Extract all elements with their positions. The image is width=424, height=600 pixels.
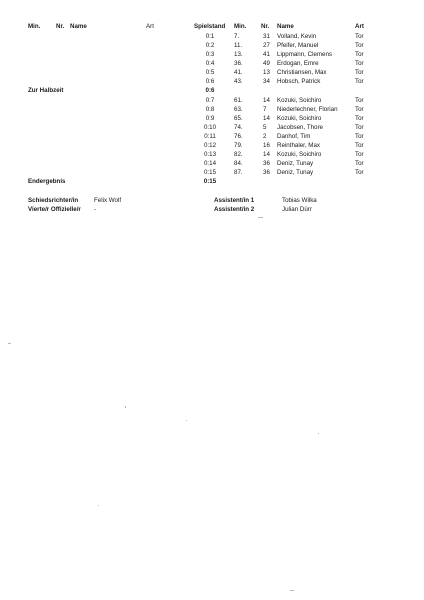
scan-speck <box>186 420 187 421</box>
goal-player-name: Deniz, Tunay <box>277 160 314 167</box>
goal-minute: 41. <box>234 69 243 76</box>
fourth-official-label: Vierte/r Offizielle/r <box>28 206 81 213</box>
header-name: Name <box>70 23 87 30</box>
scan-speck <box>258 217 263 218</box>
goal-player-name: Lippmann, Clemens <box>277 51 333 58</box>
header-min-2: Min. <box>234 23 247 30</box>
scan-speck <box>290 590 294 591</box>
goal-type: Tor <box>355 124 364 131</box>
goal-player-number: 14 <box>263 151 270 158</box>
goal-score: 0:10 <box>203 124 217 131</box>
goal-minute: 13. <box>234 51 243 58</box>
goal-type: Tor <box>355 69 364 76</box>
final-result-score: 0:15 <box>203 178 217 185</box>
goal-score: 0:5 <box>205 69 215 76</box>
goal-score: 0:1 <box>205 33 215 40</box>
goal-score: 0:7 <box>205 97 215 104</box>
halftime-score: 0:6 <box>205 87 215 94</box>
goal-type: Tor <box>355 78 364 85</box>
header-min: Min. <box>28 23 41 30</box>
goal-player-name: Kozuki, Soichiro <box>277 115 322 122</box>
goal-minute: 63. <box>234 106 243 113</box>
fourth-official-name: - <box>94 206 97 213</box>
scan-speck <box>125 406 126 408</box>
final-result-label: Endergebnis <box>28 178 66 185</box>
goal-minute: 87. <box>234 169 243 176</box>
scan-speck <box>8 343 11 344</box>
goal-minute: 74. <box>234 124 243 131</box>
goal-score: 0:14 <box>203 160 217 167</box>
scan-speck <box>318 433 319 434</box>
goal-minute: 7. <box>234 33 240 40</box>
goal-score: 0:8 <box>205 106 215 113</box>
goal-player-name: Niederlechner, Florian <box>277 106 338 113</box>
goal-player-name: Erdogan, Emre <box>277 60 319 67</box>
goal-score: 0:6 <box>205 78 215 85</box>
goal-type: Tor <box>355 51 364 58</box>
goal-type: Tor <box>355 60 364 67</box>
goal-score: 0:9 <box>205 115 215 122</box>
goal-type: Tor <box>355 142 364 149</box>
goal-player-number: 16 <box>263 142 270 149</box>
goal-player-name: Pfeifer, Manuel <box>277 42 319 49</box>
goal-minute: 76. <box>234 133 243 140</box>
assistant-1-label: Assistent/in 1 <box>214 197 255 204</box>
goal-player-number: 2 <box>263 133 267 140</box>
goal-player-name: Kozuki, Soichiro <box>277 151 322 158</box>
goal-minute: 79. <box>234 142 243 149</box>
header-nr-2: Nr. <box>261 23 270 30</box>
goal-minute: 11. <box>234 42 243 49</box>
goal-player-number: 31 <box>263 33 270 40</box>
goal-player-number: 27 <box>263 42 270 49</box>
goal-player-name: Jacobsen, Thore <box>277 124 323 131</box>
goal-type: Tor <box>355 115 364 122</box>
goal-type: Tor <box>355 106 364 113</box>
goal-player-number: 49 <box>263 60 270 67</box>
goal-score: 0:12 <box>203 142 217 149</box>
goal-type: Tor <box>355 133 364 140</box>
header-name-2: Name <box>277 23 294 30</box>
goal-player-number: 5 <box>263 124 267 131</box>
goal-player-name: Deniz, Tunay <box>277 169 314 176</box>
goal-score: 0:11 <box>204 133 216 140</box>
goal-player-name: Reinthaler, Max <box>277 142 320 149</box>
goal-player-number: 36 <box>263 160 270 167</box>
goal-type: Tor <box>355 42 364 49</box>
goal-score: 0:3 <box>205 51 215 58</box>
goal-minute: 43. <box>234 78 243 85</box>
goal-player-name: Christiansen, Max <box>277 69 327 76</box>
header-spielstand: Spielstand <box>194 23 226 30</box>
assistant-2-label: Assistent/in 2 <box>214 206 255 213</box>
header-nr: Nr. <box>56 23 65 30</box>
goal-score: 0:4 <box>205 60 215 67</box>
header-art: Art <box>146 23 154 30</box>
goal-player-name: Hobsch, Patrick <box>277 78 321 85</box>
goal-minute: 36. <box>234 60 243 67</box>
goal-minute: 61. <box>234 97 243 104</box>
goal-score: 0:13 <box>203 151 217 158</box>
header-art-2: Art <box>355 23 364 30</box>
goal-player-name: Kozuki, Soichiro <box>277 97 322 104</box>
goal-type: Tor <box>355 169 364 176</box>
goal-type: Tor <box>355 97 364 104</box>
goal-type: Tor <box>355 160 364 167</box>
goal-player-number: 34 <box>263 78 270 85</box>
referee-name: Felix Wolf <box>94 197 122 204</box>
goal-type: Tor <box>355 33 364 40</box>
goal-player-number: 36 <box>263 169 270 176</box>
goal-player-number: 41 <box>263 51 270 58</box>
goal-player-name: Volland, Kevin <box>277 33 317 40</box>
assistant-2-name: Julian Dürr <box>282 206 312 213</box>
assistant-1-name: Tobias Wilka <box>282 197 317 204</box>
goal-type: Tor <box>355 151 364 158</box>
goal-score: 0:15 <box>203 169 217 176</box>
goal-minute: 82. <box>234 151 243 158</box>
goal-minute: 65. <box>234 115 243 122</box>
halftime-label: Zur Halbzeit <box>28 87 64 94</box>
scan-speck <box>98 505 99 506</box>
referee-label: Schiedsrichter/in <box>28 197 79 204</box>
goal-score: 0:2 <box>205 42 215 49</box>
goal-player-name: Danhof, Tim <box>277 133 311 140</box>
goal-player-number: 14 <box>263 97 270 104</box>
goal-player-number: 13 <box>263 69 270 76</box>
goal-minute: 84. <box>234 160 243 167</box>
goal-player-number: 14 <box>263 115 270 122</box>
goal-player-number: 7 <box>263 106 267 113</box>
